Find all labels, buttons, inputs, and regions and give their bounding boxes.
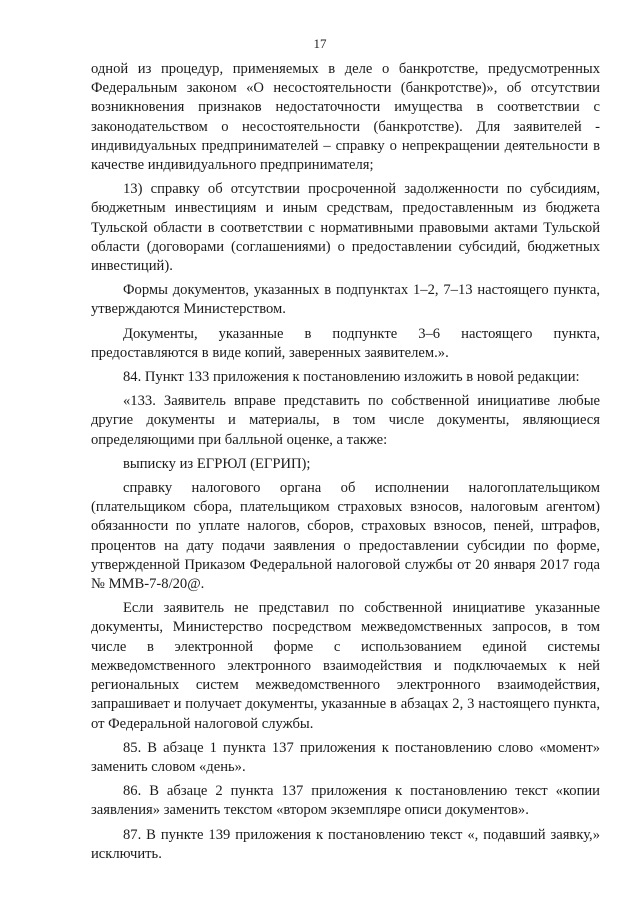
paragraph-item-13: 13) справку об отсутствии просроченной задолженности по субсидиям, бюджетным инвестициям и иным средствам, предоставленным из бюджета Тульской области в соответствии с нормативными правовыми актами Тульской области (договорами (соглашениями) о предоставлении субсидий, бюджетных инвестиций). bbox=[91, 181, 600, 275]
paragraph-interagency: Если заявитель не представил по собственной инициативе указанные документы, Министерство посредством межведомственных запросов, в том числе в электронной форме с использованием единой системы межведомственного электронного взаимодействия и подключаемых к ней региональных систем межведомственного электронного взаимодействия, запрашивает и получает документы, указанные в абзацах 2, 3 настоящего пункта, от Федеральной налоговой службы. bbox=[91, 600, 600, 732]
paragraph-133: «133. Заявитель вправе представить по собственной инициативе любые другие документы и материалы, в том числе документы, являющиеся определяющими при балльной оценке, а также: bbox=[91, 393, 600, 448]
document-body bbox=[91, 60, 600, 869]
paragraph-87: 87. В пункте 139 приложения к постановлению текст «, подавший заявку,» исключить. bbox=[91, 826, 600, 862]
paragraph-egrul: выписку из ЕГРЮЛ (ЕГРИП); bbox=[123, 455, 311, 472]
paragraph-86: 86. В абзаце 2 пункта 137 приложения к постановлению текст «копии заявления» заменить текстом «втором экземпляре описи документов». bbox=[91, 783, 600, 819]
paragraph-forms: Формы документов, указанных в подпунктах 1–2, 7–13 настоящего пункта, утверждаются Министерством. bbox=[91, 282, 600, 318]
paragraph-continuation: одной из процедур, применяемых в деле о банкротстве, предусмотренных Федеральным законом «О несостоятельности (банкротстве)», об отсутствии возникновения признаков недостаточности имущества в соответствии с законодательством о несостоятельности (банкротстве). Для заявителей - индивидуальных предпринимателей – справку о непрекращении деятельности в качестве индивидуального предпринимателя; bbox=[91, 61, 600, 174]
paragraph-tax-certificate: справку налогового органа об исполнении налогоплательщиком (плательщиком сбора, плательщиком страховых взносов, налоговым агентом) обязанности по уплате налогов, сборов, страховых взносов, пеней, штрафов, процентов на дату подачи заявления о предоставлении субсидии по форме, утвержденной Приказом Федеральной налоговой службы от 20 января 2017 года № ММВ-7-8/20@. bbox=[91, 480, 600, 593]
page-number: 17 bbox=[313, 36, 327, 51]
paragraph-84: 84. Пункт 133 приложения к постановлению изложить в новой редакции: bbox=[123, 369, 580, 386]
paragraph-copies: Документы, указанные в подпункте 3–6 настоящего пункта, предоставляются в виде копий, заверенных заявителем.». bbox=[91, 325, 600, 361]
paragraph-85: 85. В абзаце 1 пункта 137 приложения к постановлению слово «момент» заменить словом «день». bbox=[91, 739, 600, 775]
